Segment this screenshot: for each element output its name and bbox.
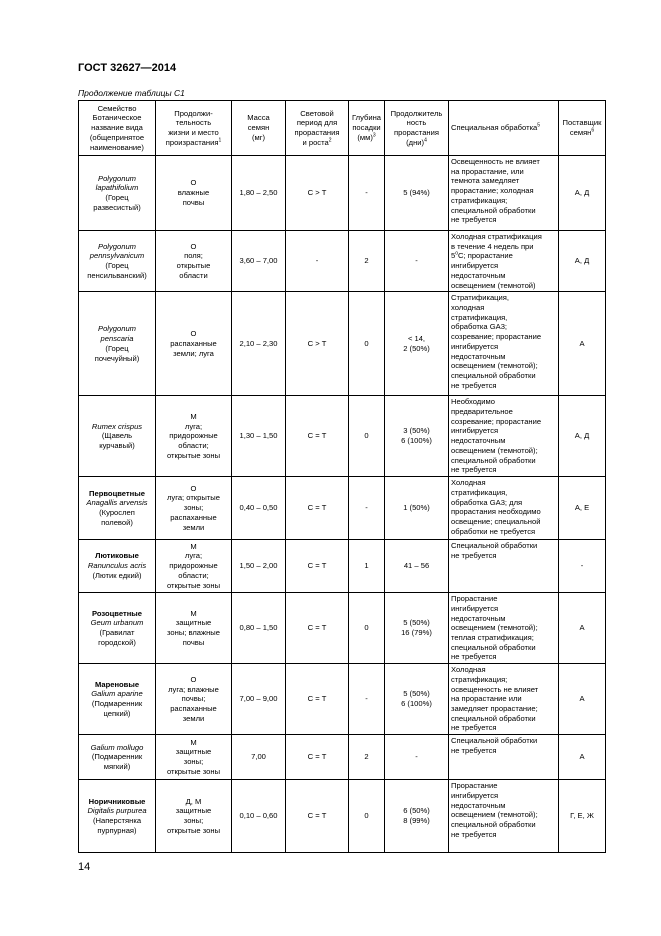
light-period-cell: С = Т: [286, 396, 349, 477]
table-body: [79, 156, 606, 853]
treatment-cell: Холодная стратификация; освещенность не влияет на прорастание или замедляет прорастание; специальной обработки не требуется: [449, 664, 559, 735]
table-row: [79, 292, 606, 396]
treatment-cell: Холодная стратификация, обработка GA3; для прорастания необходимо освещение; специальной обработки не требуется: [449, 477, 559, 540]
seed-mass-cell: 0,40 – 0,50: [232, 477, 286, 540]
light-period-cell: С > Т: [286, 156, 349, 231]
page-number: 14: [78, 861, 91, 873]
common-name: (Щавель курчавый): [99, 431, 135, 451]
species-cell: [79, 156, 156, 231]
supplier-cell: А: [559, 735, 606, 780]
lifespan-cell: М защитные зоны; открытые зоны: [156, 735, 232, 780]
light-period-cell: С = Т: [286, 780, 349, 853]
footnote-marker: 3: [372, 132, 376, 139]
latin-name: Polygonum lapathifolium: [95, 173, 139, 193]
latin-name: Galium mollugo: [90, 742, 144, 752]
table-row: [79, 396, 606, 477]
light-period-cell: С = Т: [286, 477, 349, 540]
common-name: (Горец почечуйный): [94, 343, 140, 363]
depth-cell: 2: [349, 231, 385, 292]
latin-name: Anagallis arvensis: [86, 498, 148, 508]
species-cell: [79, 540, 156, 593]
common-name: (Лютик едкий): [92, 570, 142, 580]
common-name: (Наперстянка пурпурная): [92, 816, 142, 835]
latin-name: Polygonum penscaria: [98, 324, 136, 344]
common-name: (Горец пенсильванский): [87, 261, 147, 280]
footnote-marker: 4: [424, 137, 427, 144]
footnote-marker: 6: [591, 127, 595, 134]
treatment-cell: Прорастание ингибируется недостаточным освещением (темнотой); специальной обработки не требуется: [449, 780, 559, 853]
species-cell: [79, 231, 156, 292]
germination-cell: < 14, 2 (50%): [385, 292, 449, 396]
light-period-cell: С = Т: [286, 540, 349, 593]
light-period-cell: С = Т: [286, 593, 349, 664]
footnote-marker: 1: [218, 137, 222, 144]
lifespan-cell: О влажные почвы: [156, 156, 232, 231]
lifespan-cell: М луга; придорожные области; открытые зоны: [156, 540, 232, 593]
species-cell: [79, 292, 156, 396]
col-header-supplier: Поставщик семян$^6$: [559, 101, 606, 156]
treatment-cell: Прорастание ингибируется недостаточным освещением (темнотой); теплая стратификация; специальной обработки не требуется: [449, 593, 559, 664]
table-header-row: [79, 101, 606, 156]
seed-mass-cell: 1,50 – 2,00: [232, 540, 286, 593]
col-header-lifespan: Продолжи- тельность жизни и место произрастания$^1$: [156, 101, 232, 156]
depth-cell: -: [349, 156, 385, 231]
supplier-cell: -: [559, 540, 606, 593]
latin-name: Ranunculus acris: [87, 561, 147, 571]
germination-cell: -: [385, 231, 449, 292]
supplier-cell: А, Д: [559, 231, 606, 292]
depth-cell: 0: [349, 292, 385, 396]
light-period-cell: С = Т: [286, 735, 349, 780]
common-name: (Курослеп полевой): [99, 508, 135, 527]
seed-mass-cell: 1,80 – 2,50: [232, 156, 286, 231]
col-header-treatment: Специальная обработка$^5$: [449, 101, 559, 156]
germination-cell: 6 (50%) 8 (99%): [385, 780, 449, 853]
seed-mass-cell: 7,00: [232, 735, 286, 780]
latin-name: Rumex crispus: [91, 421, 143, 431]
family-name: Мареновые: [94, 679, 140, 689]
species-cell: [79, 477, 156, 540]
species-cell: [79, 396, 156, 477]
degree-marker: о: [455, 250, 459, 257]
depth-cell: 0: [349, 396, 385, 477]
treatment-text: С; прорастание ингибируется недостаточным освещением (темнотой): [451, 251, 536, 290]
germination-cell: -: [385, 735, 449, 780]
table-caption: Продолжение таблицы С1: [78, 88, 185, 98]
germination-cell: 5 (94%): [385, 156, 449, 231]
table-row: [79, 735, 606, 780]
seed-mass-cell: 0,80 – 1,50: [232, 593, 286, 664]
table-row: [79, 540, 606, 593]
supplier-cell: А, Е: [559, 477, 606, 540]
col-header-seed-mass: Масса семян (мг): [232, 101, 286, 156]
latin-name: Geum urbanum: [90, 618, 144, 628]
supplier-cell: А: [559, 593, 606, 664]
latin-name: Polygonum pennsylvanicum: [89, 241, 145, 261]
lifespan-cell: О поля; открытые области: [156, 231, 232, 292]
depth-cell: 0: [349, 593, 385, 664]
species-cell: [79, 780, 156, 853]
supplier-cell: А, Д: [559, 396, 606, 477]
treatment-text: Холодная стратификация в течение 4 недель при 5: [451, 232, 542, 261]
seed-species-table: [78, 100, 606, 853]
lifespan-cell: М луга; придорожные области; открытые зоны: [156, 396, 232, 477]
lifespan-cell: М защитные зоны; влажные почвы: [156, 593, 232, 664]
latin-name: Digitalis purpurea: [87, 806, 147, 816]
light-period-cell: С > Т: [286, 292, 349, 396]
germination-cell: 1 (50%): [385, 477, 449, 540]
footnote-marker: 2: [328, 137, 332, 144]
table-row: [79, 156, 606, 231]
col-header-light-period: Световой период для прорастания и роста$^2$: [286, 101, 349, 156]
common-name: (Подмаренник цепкий): [91, 699, 143, 718]
treatment-cell: Освещенность не влияет на прорастание, или темнота замедляет прорастание; холодная стратификация; специальной обработки не требуется: [449, 156, 559, 231]
supplier-cell: А: [559, 664, 606, 735]
table-row: [79, 477, 606, 540]
treatment-cell: Стратификация, холодная стратификация, обработка GA3; созревание; прорастание ингибируется недостаточным освещением (темнотой); специальной обработки не требуется: [449, 292, 559, 396]
lifespan-cell: О распаханные земли; луга: [156, 292, 232, 396]
common-name: (Гравилат городской): [98, 628, 136, 647]
footnote-marker: 5: [537, 122, 541, 129]
col-header-species: Семейство Ботаническое название вида (общепринятое наименование): [79, 101, 156, 156]
col-header-germination: Продолжитель ность прорастания (дни)$^4$: [385, 101, 449, 156]
seed-mass-cell: 2,10 – 2,30: [232, 292, 286, 396]
germination-cell: 41 – 56: [385, 540, 449, 593]
depth-cell: 0: [349, 780, 385, 853]
family-name: Норичниковые: [88, 796, 146, 806]
common-name: (Подмаренник мягкий): [91, 752, 143, 771]
lifespan-cell: Д, М защитные зоны; открытые зоны: [156, 780, 232, 853]
light-period-cell: С = Т: [286, 664, 349, 735]
family-name: Розоцветные: [91, 608, 142, 618]
species-cell: [79, 735, 156, 780]
seed-mass-cell: 1,30 – 1,50: [232, 396, 286, 477]
depth-cell: 2: [349, 735, 385, 780]
latin-name: Galium aparine: [91, 689, 143, 699]
germination-cell: 5 (50%) 16 (79%): [385, 593, 449, 664]
depth-cell: 1: [349, 540, 385, 593]
table-row: [79, 231, 606, 292]
family-name: Первоцветные: [89, 488, 145, 498]
seed-mass-cell: 0,10 – 0,60: [232, 780, 286, 853]
treatment-cell: [449, 231, 559, 292]
table-row: [79, 593, 606, 664]
supplier-cell: Г, Е, Ж: [559, 780, 606, 853]
treatment-cell: Необходимо предварительное созревание; прорастание ингибируется недостаточным освещением (темнотой); специальной обработки не требуется: [449, 396, 559, 477]
family-name: Лютиковые: [95, 551, 139, 561]
species-cell: [79, 664, 156, 735]
treatment-cell: Специальной обработки не требуется: [449, 735, 559, 780]
germination-cell: 5 (50%) 6 (100%): [385, 664, 449, 735]
depth-cell: -: [349, 664, 385, 735]
lifespan-cell: О луга; влажные почвы; распаханные земли: [156, 664, 232, 735]
treatment-cell: Специальной обработки не требуется: [449, 540, 559, 593]
document-title: ГОСТ 32627—2014: [78, 62, 177, 74]
lifespan-cell: О луга; открытые зоны; распаханные земли: [156, 477, 232, 540]
supplier-cell: А: [559, 292, 606, 396]
col-header-depth: Глубина посадки (мм)$^3$: [349, 101, 385, 156]
light-period-cell: -: [286, 231, 349, 292]
table-row: [79, 664, 606, 735]
table-row: [79, 780, 606, 853]
seed-mass-cell: 7,00 – 9,00: [232, 664, 286, 735]
supplier-cell: А, Д: [559, 156, 606, 231]
germination-cell: 3 (50%) 6 (100%): [385, 396, 449, 477]
depth-cell: -: [349, 477, 385, 540]
common-name: (Горец развесистый): [93, 193, 141, 212]
seed-mass-cell: 3,60 – 7,00: [232, 231, 286, 292]
species-cell: [79, 593, 156, 664]
